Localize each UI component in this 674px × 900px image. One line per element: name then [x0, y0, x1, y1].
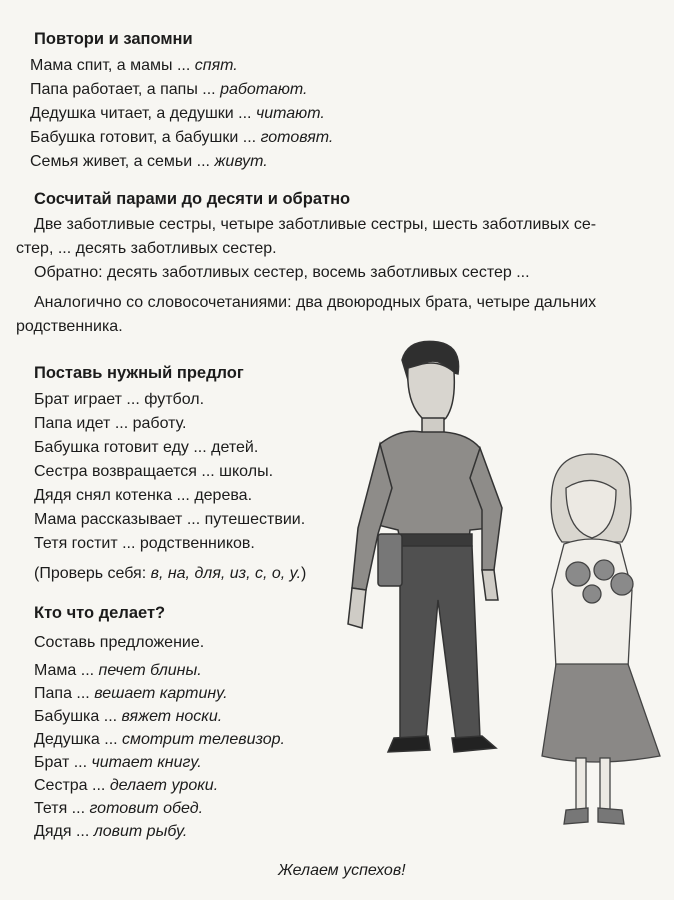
line-answer: читает книгу. — [91, 754, 202, 771]
activity-line-1 — [34, 662, 202, 680]
illustration-father-and-girl — [330, 338, 674, 858]
compose-sentence-intro: Составь предложение. — [34, 634, 205, 651]
activity-line-8 — [34, 823, 187, 841]
line-answer: делает уроки. — [109, 777, 219, 794]
activity-line-6 — [34, 777, 218, 795]
preposition-line-1: Брат играет ... футбол. — [34, 391, 205, 408]
check-answers: в, на, для, из, с, о, у. — [150, 565, 302, 582]
man-figure — [348, 341, 502, 752]
line-answer: смотрит телевизор. — [122, 731, 285, 748]
count-paragraph-1b: стер, ... десять заботливых сестер. — [16, 240, 277, 257]
preposition-line-4: Сестра возвращается ... школы. — [34, 463, 274, 480]
line-text: Папа работает, а папы ... — [30, 81, 221, 98]
line-text: Тетя ... — [34, 800, 90, 817]
check-suffix: ) — [301, 565, 307, 582]
line-answer: читают. — [255, 105, 325, 122]
activity-line-2 — [34, 685, 228, 703]
line-text: Бабушка ... — [34, 708, 122, 725]
repeat-line-5 — [30, 153, 268, 171]
line-answer: готовят. — [260, 129, 334, 146]
repeat-line-2 — [30, 81, 307, 99]
line-text: Мама ... — [34, 662, 99, 679]
activity-line-3 — [34, 708, 222, 726]
repeat-line-4 — [30, 129, 333, 147]
line-answer: готовит обед. — [89, 800, 204, 817]
count-paragraph-3b: родственника. — [16, 318, 123, 335]
preposition-line-5: Дядя снял котенка ... дерева. — [34, 487, 253, 504]
footer-wish: Желаем успехов! — [278, 862, 406, 879]
line-text: Брат ... — [34, 754, 92, 771]
activity-line-5 — [34, 754, 202, 772]
repeat-line-1 — [30, 57, 238, 75]
line-answer: работают. — [220, 81, 308, 98]
preposition-line-6: Мама рассказывает ... путешествии. — [34, 511, 306, 528]
line-text: Дядя ... — [34, 823, 94, 840]
activity-line-4 — [34, 731, 285, 749]
line-answer: живут. — [214, 153, 268, 170]
line-answer: ловит рыбу. — [93, 823, 188, 840]
line-text: Бабушка готовит, а бабушки ... — [30, 129, 261, 146]
section-title-preposition: Поставь нужный предлог — [34, 364, 244, 382]
line-answer: спят. — [194, 57, 238, 74]
preposition-line-2: Папа идет ... работу. — [34, 415, 187, 432]
count-paragraph-3a: Аналогично со словосочетаниями: два двоюродных брата, четыре дальних — [34, 294, 597, 311]
line-text: Дедушка ... — [34, 731, 123, 748]
section-title-who-does-what: Кто что делает? — [34, 604, 166, 622]
line-text: Сестра ... — [34, 777, 110, 794]
section-title-count: Сосчитай парами до десяти и обратно — [34, 190, 351, 208]
line-text: Семья живет, а семьи ... — [30, 153, 215, 170]
repeat-line-3 — [30, 105, 325, 123]
line-text: Дедушка читает, а дедушки ... — [30, 105, 256, 122]
line-text: Мама спит, а мамы ... — [30, 57, 195, 74]
line-answer: вешает картину. — [94, 685, 228, 702]
girl-figure — [542, 454, 660, 824]
line-answer: вяжет носки. — [121, 708, 223, 725]
check-yourself-line — [34, 565, 306, 583]
check-prefix: (Проверь себя: — [34, 565, 151, 582]
section-title-repeat: Повтори и запомни — [34, 30, 193, 48]
preposition-line-3: Бабушка готовит еду ... детей. — [34, 439, 259, 456]
line-answer: печет блины. — [98, 662, 202, 679]
line-text: Папа ... — [34, 685, 95, 702]
activity-line-7 — [34, 800, 203, 818]
count-paragraph-1a: Две заботливые сестры, четыре заботливые сестры, шесть заботливых се- — [34, 216, 597, 233]
preposition-line-7: Тетя гостит ... родственников. — [34, 535, 255, 552]
count-paragraph-2: Обратно: десять заботливых сестер, восемь заботливых сестер ... — [34, 264, 530, 281]
